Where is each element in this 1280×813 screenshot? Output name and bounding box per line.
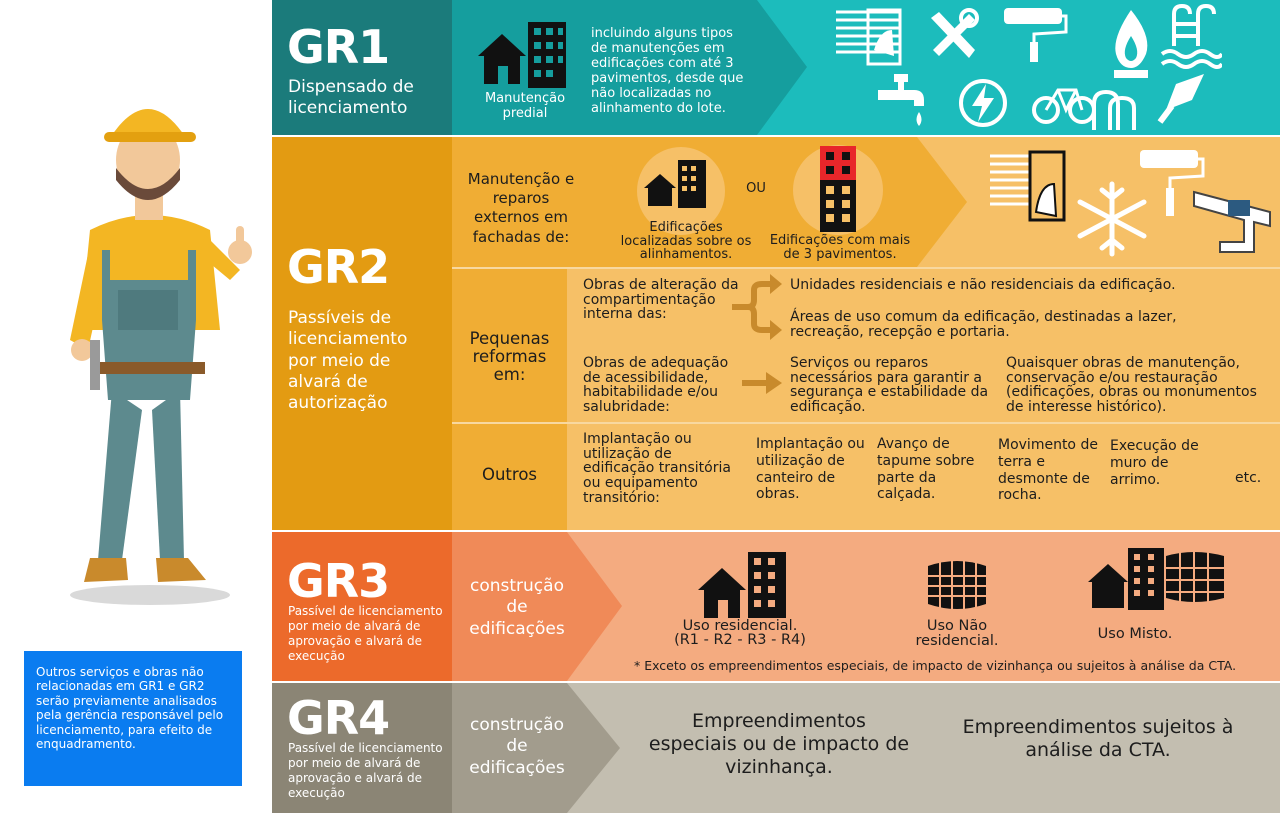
tools-icon <box>925 8 981 62</box>
sidebar-note-text: Outros serviços e obras não relacionadas em GR1 e GR2 serão previamente analisados pela gerência responsável pelo licenciamento, para efeito de enquadramento. <box>36 665 224 751</box>
divider <box>452 267 1280 269</box>
facades-option-b-icon <box>792 144 884 236</box>
trowel-icon <box>1156 70 1208 126</box>
gutter-icon <box>1190 182 1274 256</box>
accessibility-option-b: Quaisquer obras de manutenção, conservação e/ou restauração (edificações, obras ou monumentos de interesse histórico). <box>1006 355 1257 416</box>
gr1-title: GR1 <box>287 20 390 74</box>
electricity-icon <box>956 76 1010 130</box>
facades-label: Manutenção e reparos externos em fachadas de: <box>467 170 575 246</box>
accessibility-label: Obras de adequação de acessibilidade, habitabilidade e/ou salubridade: <box>583 355 729 416</box>
gr1-description: incluindo alguns tipos de manutenções em edificações com até 3 pavimentos, desde que não localizadas no alinhamento do lote. <box>591 26 744 116</box>
gr1-icon-label: Manutenção predial <box>484 91 566 121</box>
gr3-note: * Exceto os empreendimentos especiais, de impacto de vizinhança ou sujeitos à análise da CTA. <box>634 658 1237 673</box>
branch-arrow-icon <box>728 272 784 342</box>
mixed-use-icon <box>1086 546 1226 612</box>
others-item-retaining-wall: Execução de muro de arrimo. <box>1110 438 1199 488</box>
gas-flame-icon <box>1108 8 1154 80</box>
accessibility-option-a: Serviços ou reparos necessários para garantir a segurança e estabilidade da edificação. <box>790 355 989 416</box>
arrow-right-icon <box>742 372 782 394</box>
small-reforms-label: Pequenas reformas em: <box>469 329 550 384</box>
gr4-subtitle: Passível de licenciamento por meio de alvará de aprovação e alvará de execução <box>288 741 443 800</box>
divider <box>452 422 1280 424</box>
gr2-title: GR2 <box>287 240 390 294</box>
gr4-label: construção de edificações <box>469 715 565 778</box>
sidebar-note-box <box>24 651 242 786</box>
commercial-building-icon <box>926 556 988 614</box>
gr4-item-a: Empreendimentos especiais ou de impacto de vizinhança. <box>648 710 910 778</box>
gr2-subtitle: Passíveis de licenciamento por meio de alvará de autorização <box>288 308 408 413</box>
gr3-residential: Uso residencial. <box>682 618 798 634</box>
facades-or: OU <box>746 181 766 196</box>
others-item-construction-site: Implantação ou utilização de canteiro de obras. <box>756 436 865 503</box>
others-item-etc: etc. <box>1235 470 1262 486</box>
gr3-subtitle: Passível de licenciamento por meio de alvará de aprovação e alvará de execução <box>288 604 443 663</box>
house-building-icon <box>476 20 568 90</box>
blinds-cleaning-icon <box>830 6 910 68</box>
gr3-non-residential: Uso Não residencial. <box>915 618 999 650</box>
pool-ladder-icon <box>1160 2 1222 72</box>
paint-roller-icon <box>1000 4 1068 64</box>
worker-illustration <box>40 80 265 610</box>
gr3-label: construção de edificações <box>469 576 565 639</box>
gr3-title: GR3 <box>287 554 390 608</box>
others-item-earth-moving: Movimento de terra e desmonte de rocha. <box>998 437 1098 504</box>
faucet-icon <box>874 72 928 130</box>
gr4-title: GR4 <box>287 691 390 745</box>
compartment-option-a: Unidades residenciais e não residenciais da edificação. <box>790 277 1176 293</box>
gr1-subtitle: Dispensado de licenciamento <box>288 77 414 119</box>
others-item-transitory: Implantação ou utilização de edificação transitória ou equipamento transitório: <box>583 431 731 506</box>
gr3-mixed: Uso Misto. <box>1097 626 1173 642</box>
blinds-cleaning-icon <box>986 150 1070 224</box>
residential-icon <box>696 550 788 620</box>
bicycle-rack-icon <box>1030 74 1140 132</box>
others-item-sidewalk: Avanço de tapume sobre parte da calçada. <box>877 436 975 503</box>
gr4-item-b: Empreendimentos sujeitos à análise da CTA. <box>962 716 1234 761</box>
compartment-label: Obras de alteração da compartimentação interna das: <box>583 277 739 323</box>
facades-option-a: Edificações localizadas sobre os alinhamentos. <box>620 220 752 263</box>
others-label: Outros <box>481 465 538 484</box>
compartment-option-b: Áreas de uso comum da edificação, destinadas a lazer, recreação, recepção e portaria. <box>790 309 1177 340</box>
facades-option-b: Edificações com mais de 3 pavimentos. <box>769 233 911 262</box>
gr3-residential-codes: (R1 - R2 - R3 - R4) <box>674 632 806 648</box>
